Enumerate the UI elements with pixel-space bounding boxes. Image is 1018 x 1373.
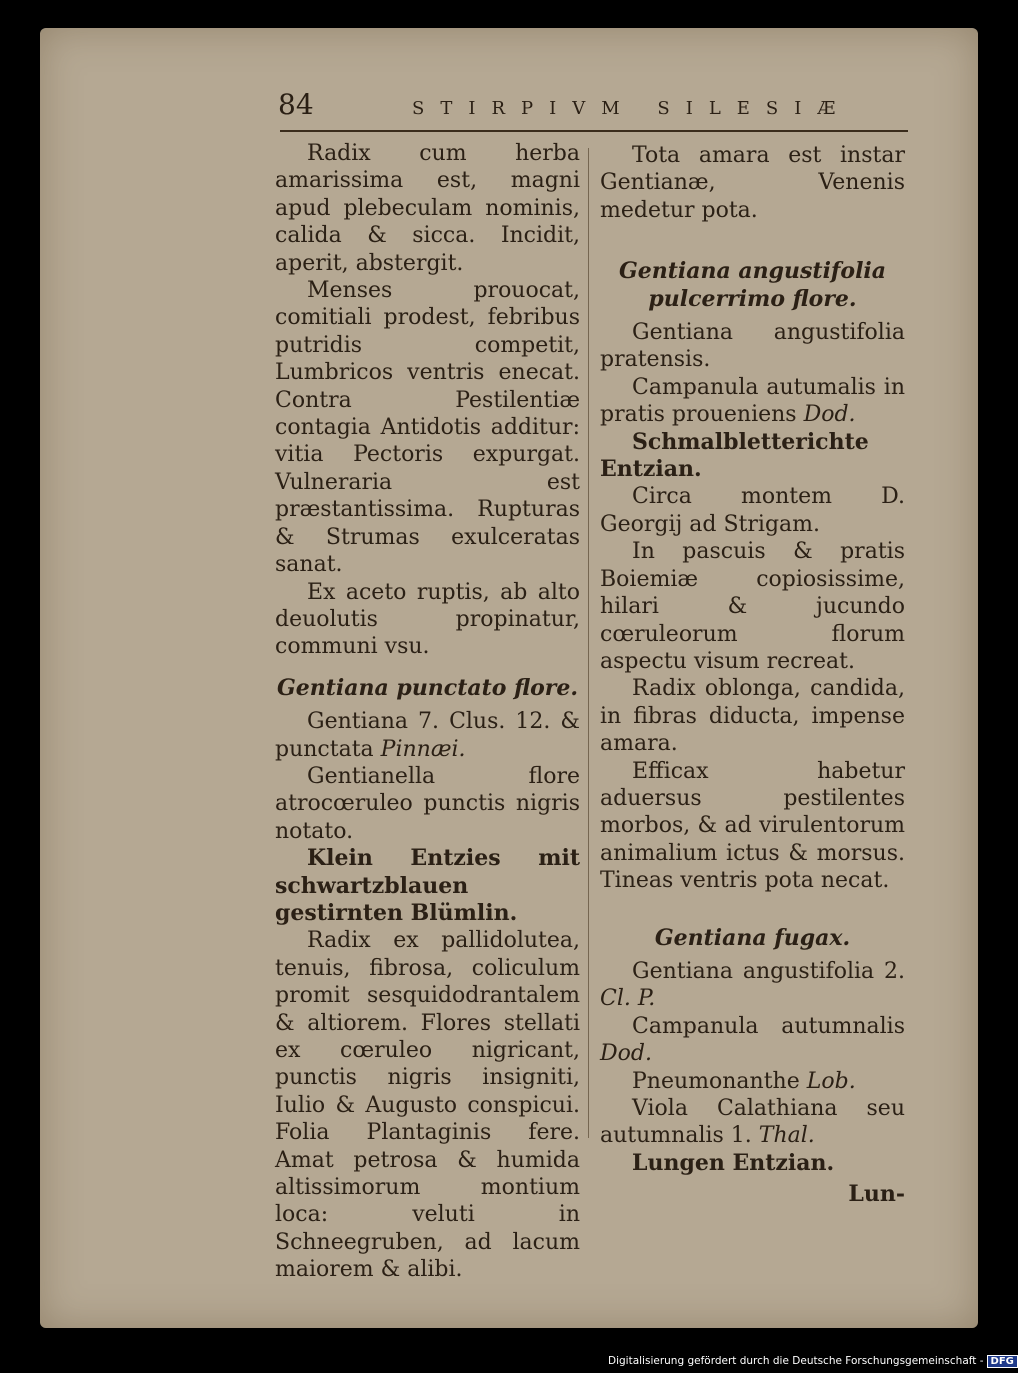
synonym [600, 1095, 905, 1150]
author-abbrev: Pinnæi. [380, 736, 466, 762]
synonym-text: Gentiana angustifolia 2. [632, 958, 905, 984]
paragraph: Radix ex pallidolutea, tenuis, fibrosa, coliculum promit sesquidodrantalem & altiorem. Flores stellati ex cœruleo nigricant, punctis nigris insigniti, Iulio & Augusto conspicui. Folia Plantaginis fere. Amat petrosa & humida altissimorum montium loca: veluti in Schneegruben, ad lacum maiorem & alibi. [275, 928, 580, 1283]
paragraph: Radix oblonga, candida, in fibras diducta, impense amara. [600, 676, 905, 757]
running-head: STIRPIVM SILESIÆ [412, 98, 852, 119]
synonym-text: Pneumonanthe [632, 1068, 800, 1094]
footer-text: Digitalisierung gefördert durch die Deutsche Forschungsgemeinschaft - [608, 1355, 984, 1367]
section-heading: Gentiana fugax. [654, 924, 851, 951]
author-abbrev: Cl. P. [600, 986, 656, 1012]
column-divider [588, 148, 589, 1138]
synonym [600, 1013, 905, 1068]
synonym: Gentiana angustifolia pratensis. [600, 320, 905, 373]
author-abbrev: Dod. [600, 1041, 652, 1067]
synonym-text: Campanula autumalis in pratis proueniens [600, 374, 905, 428]
synonym: Gentianella flore atrocœruleo punctis nigris notato. [275, 763, 580, 844]
header-rule [280, 130, 908, 132]
section-heading: Gentiana punctato flore. [276, 674, 579, 701]
paragraph: Tota amara est instar Gentianæ, Venenis medetur pota. [600, 143, 905, 223]
paragraph: Efficax habetur aduersus pestilentes morbos, & ad virulentorum animalium ictus & morsus. Tineas ventris pota necat. [600, 758, 905, 894]
synonym-text: Viola Calathiana seu autumnalis 1. [600, 1096, 905, 1149]
paragraph: Menses prouocat, comitiali prodest, febribus putridis competit, Lumbricos ventris enecat. Contra Pestilentiæ contagia Antidotis additur: vitia Pectoris expurgat. Vulneraria est præstantissima. Rupturas & Strumas exulceratas sanat. [275, 278, 580, 578]
section-heading: Gentiana angustifolia pulcerrimo flore. [618, 258, 887, 312]
right-column [600, 142, 905, 1231]
paragraph: Ex aceto ruptis, ab alto deuolutis propinatur, communi vsu. [275, 579, 580, 660]
catchword: Lun- [848, 1181, 905, 1208]
author-abbrev: Lob. [806, 1068, 856, 1094]
synonym [600, 958, 905, 1013]
synonym [600, 374, 905, 429]
synonym [600, 1068, 905, 1095]
author-abbrev: Thal. [758, 1123, 815, 1149]
vernacular-name: Schmalbletterichte Entzian. [600, 428, 869, 483]
left-column [275, 140, 580, 1284]
synonym-text: Campanula autumnalis [632, 1013, 905, 1039]
vernacular-name: Lungen Entzian. [632, 1149, 835, 1176]
paragraph: Radix cum herba amarissima est, magni apud plebeculam nominis, calida & sicca. Incidit, aperit, abstergit. [275, 141, 580, 276]
page-number: 84 [278, 88, 314, 121]
paragraph: Circa montem D. Georgij ad Strigam. [600, 484, 905, 537]
author-abbrev: Dod. [803, 402, 856, 428]
vernacular-name: Klein Entzies mit schwartzblauen gestirnten Blümlin. [275, 845, 580, 926]
paragraph: In pascuis & pratis Boiemiæ copiosissime, hilari & jucundo cœruleorum florum aspectu visum recreat. [600, 539, 905, 674]
synonym-text: Gentiana 7. Clus. 12. & punctata [275, 709, 580, 762]
dfg-logo: DFG [987, 1355, 1018, 1368]
synonym [275, 708, 580, 763]
footer-credit [608, 1355, 1018, 1368]
